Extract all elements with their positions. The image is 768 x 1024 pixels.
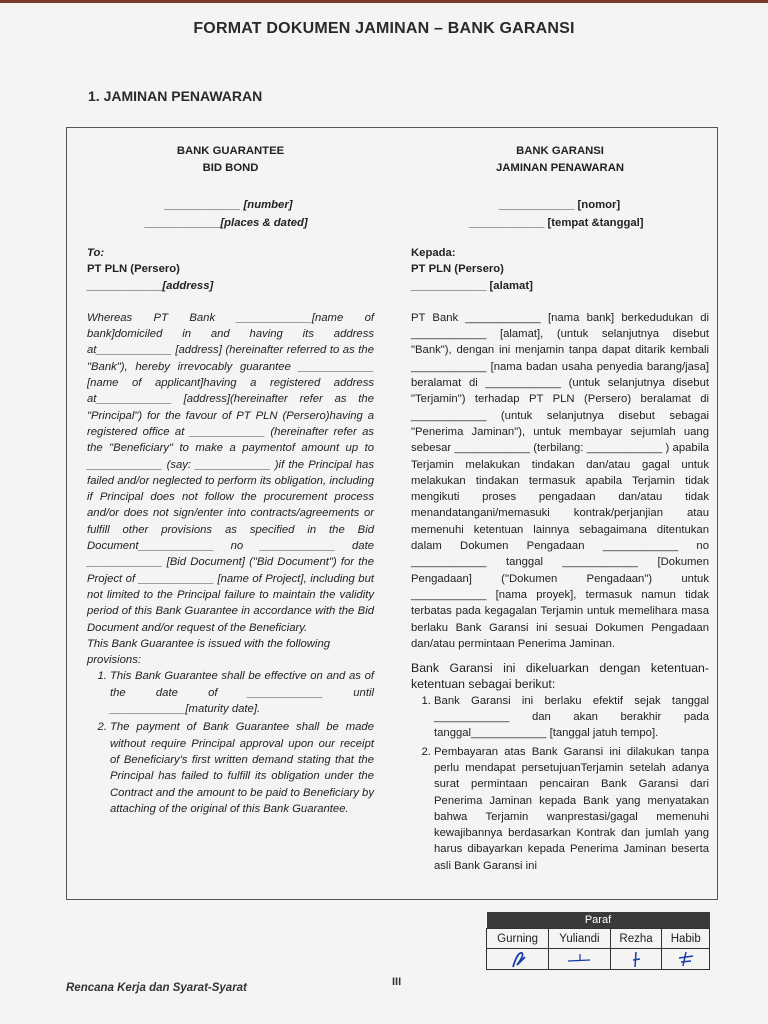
indonesian-column: [411, 143, 709, 876]
indonesian-body-paragraph: PT Bank ____________ [nama bank] berkedudukan di ____________ [alamat], (untuk selanjutnya disebut "Bank"), dengan ini menjamin tanpa dapat ditarik kembali ____________ [nama badan usaha penyedia barang/jasa] beralamat di ____________ (untuk selanjutnya disebut "Terjamin") terhadap PT PLN (Persero) beralamat di ____________ (untuk selanjutnya disebut sebagai "Penerima Jaminan"), untuk membayar sejumlah uang sebesar ____________ (terbilang: ____________ ) apabila Terjamin melakukan tindakan dan/atau gagal untuk melakukan tindakan termasuk apabila Terjamin tidak mengikuti proses pengadaan dan/atau tidak menandatangani/memasuki kontrak/perjanjian atau memenuhi ketentuan lainnya sebagaimana ditentukan dalam Dokumen Pengadaan ____________ no ____________ tanggal ____________ [Dokumen Pengadaan] ("Dokumen Pengadaan") untuk ____________ [nama proyek], termasuk namun tidak terbatas pada kegagalan Terjamin untuk memelihara masa berlaku Bank Garansi ini sesuai Dokumen Pengadaan dan/atau permintaan Penerima Jaminan.: [411, 311, 709, 650]
english-heading: [87, 143, 374, 177]
paraf-signature-gurning: [487, 949, 549, 970]
footer-document-name: Rencana Kerja dan Syarat-Syarat: [66, 982, 247, 994]
english-heading-subtitle: BID BOND: [202, 162, 259, 174]
indonesian-to-label: Kepada:: [411, 247, 456, 259]
paraf-signature-habib: [662, 949, 710, 970]
english-provisions-list: [87, 668, 374, 817]
paraf-name-gurning: Gurning: [487, 929, 549, 949]
english-column: [87, 143, 374, 819]
paraf-signature-rezha: [610, 949, 662, 970]
english-address-line: ____________[address]: [87, 279, 214, 292]
indonesian-heading-title: BANK GARANSI: [516, 145, 604, 157]
document-title: FORMAT DOKUMEN JAMINAN – BANK GARANSI: [193, 20, 575, 37]
paraf-name-habib: Habib: [662, 929, 710, 949]
indonesian-provisions-intro: Bank Garansi ini dikeluarkan dengan ketentuan-ketentuan sebagai berikut:: [411, 661, 709, 692]
english-provision-item: 2. The payment of Bank Guarantee shall be made without require Principal approval upon our receipt of Beneficiary's first written demand stating that the Principal has failed to fulfill its obligation under the Contract and the amount to be paid to Beneficiary by attaching of the original of this Bank Guarantee.: [110, 719, 374, 817]
indonesian-provision-item: 2. Pembayaran atas Bank Garansi ini dilakukan tanpa perlu mendapat persetujuanTerjamin setelah adanya surat permintaan pencairan Bank Garansi dari Penerima Jaminan kepada Bank yang menyatakan bahwa Terjamin wanprestasi/gagal memenuhi kewajibannya berdasarkan Kontrak dan jumlah yang harus dibayarkan kepada Penerima Jaminan beserta asli Bank Garansi ini: [434, 744, 709, 874]
top-border: [0, 0, 768, 3]
indonesian-heading-subtitle: JAMINAN PENAWARAN: [495, 162, 625, 174]
indonesian-provisions-list: [411, 693, 709, 874]
indonesian-place-line: ____________ [tempat &tanggal]: [469, 217, 644, 229]
indonesian-provision-item: 1. Bank Garansi ini berlaku efektif sejak tanggal ____________ dan akan berakhir pada tanggal____________ [tanggal jatuh tempo].: [434, 693, 709, 742]
english-place-line: ____________[places & dated]: [145, 217, 308, 229]
english-heading-title: BANK GUARANTEE: [176, 145, 285, 157]
paraf-signature-yuliandi: [549, 949, 610, 970]
paraf-name-rezha: Rezha: [610, 929, 662, 949]
english-recipient: PT PLN (Persero): [87, 263, 180, 276]
section-title: 1. JAMINAN PENAWARAN: [88, 88, 263, 104]
paraf-name-yuliandi: Yuliandi: [549, 929, 610, 949]
english-provisions-intro: This Bank Guarantee is issued with the following provisions:: [87, 637, 331, 667]
english-number-line: ____________ [number]: [165, 199, 293, 211]
paraf-table: [486, 912, 710, 970]
footer-page-number: III: [392, 976, 402, 988]
paraf-title: Paraf: [487, 912, 710, 929]
english-to-label: To:: [87, 247, 105, 259]
english-provision-item: 1. This Bank Guarantee shall be effective on and as of the date of ____________ until ____________[maturity date].: [110, 668, 374, 717]
indonesian-recipient: PT PLN (Persero): [411, 263, 504, 276]
english-body-paragraph: Whereas PT Bank ____________[name of bank]domiciled in and having its address at____________ [address] (hereinafter referred to as the "Bank"), hereby irrevocably guarantee ____________ [name of applicant]having a registered address at____________ [address](hereinafter refer as the "Principal") for the favour of PT PLN (Persero)having a registered office at ____________ (hereinafter refer as the "Beneficiary" to make a paymentof amount up to ____________ (say: ____________ )if the Principal has failed and/or neglected to perform its obligation, including if Principal does not follow the procurement process and/or does not sign/enter into contracts/agreements or fulfill other provisions as specified in the Bid Document____________ no ____________ date ____________ [Bid Document] ("Bid Document") for the Project of ____________ [name of Project], including but not limited to the Principal failure to maintain the validity period of this Bank Guarantee in accordance with the Bid Document and/or request of the Beneficiary.: [87, 311, 374, 634]
indonesian-heading: [411, 143, 709, 177]
indonesian-address-line: ____________ [alamat]: [411, 279, 533, 292]
indonesian-number-line: ____________ [nomor]: [499, 199, 621, 211]
